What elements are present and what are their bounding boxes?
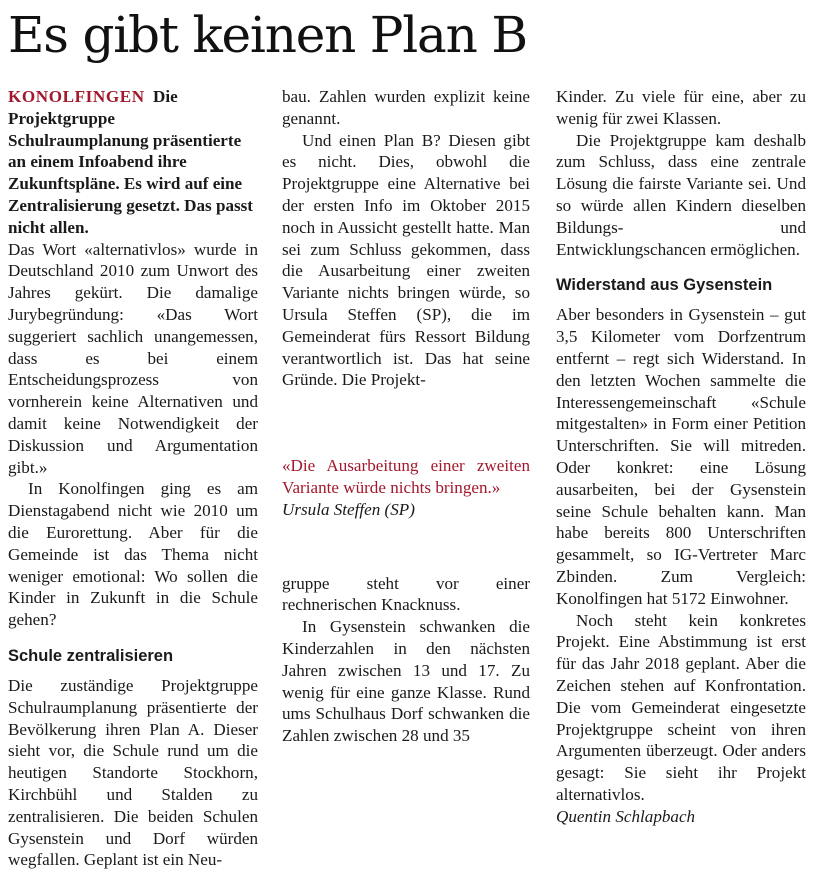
article-author: Quentin Schlapbach [556, 806, 696, 826]
col1-paragraph-2: In Konolfingen ging es am Dienstagabend nicht wie 2010 um die Eurorettung. Aber für die Gemeinde ist das Thema nicht weniger emotional: Wo sollen die Kinder in Zukunft in die Schule gehen? [8, 479, 258, 630]
article-headline: Es gibt keinen Plan B [8, 6, 527, 64]
col3-paragraph-1: Kinder. Zu viele für eine, aber zu wenig für zwei Klassen. [556, 87, 806, 128]
subhead-widerstand-aus-gysenstein: Widerstand aus Gysenstein [556, 276, 773, 295]
column-2 [282, 86, 530, 747]
col2-paragraph-2: Und einen Plan B? Diesen gibt es nicht. Dies, obwohl die Projektgruppe eine Alternative bei der ersten Info im Oktober 2015 noch in Aussicht gestellt hatte. Man sei zum Schluss gekommen, dass die Ausarbeitung einer zweiten Variante nichts bringen würde, so Ursula Steffen (SP), die im Gemeinderat fürs Ressort Bildung verantwortlich ist. Das hat seine Gründe. Die Projekt- [282, 130, 530, 390]
col1-paragraph-1: Das Wort «alternativlos» wurde in Deutschland 2010 zum Unwort des Jahres gekürt. Die damalige Jurybegründung: «Das Wort suggeriert sachlich unangemessen, dass es bei einem Entscheidungsprozess von vornherein keine Alternativen und damit keine Notwendigkeit der Diskussion und Argumentation gibt.» [8, 239, 258, 477]
pull-quote: «Die Ausarbeitung einer zweiten Variante würde nichts bringen.» [282, 456, 530, 497]
column-1 [8, 86, 258, 871]
col1-paragraph-3: Die zuständige Projektgruppe Schulraumplanung präsentierte der Bevölkerung ihren Plan A. Dieser sieht vor, die Schule rund um die heutigen Standorte Stockhorn, Kirchbühl und Stalden zu zentralisieren. Die beiden Schulen Gysenstein und Dorf würden wegfallen. Geplant ist ein Neu- [8, 675, 258, 870]
col2-paragraph-3: gruppe steht vor einer rechnerischen Knacknuss. [282, 573, 530, 615]
col3-paragraph-3: Aber besonders in Gysenstein – gut 3,5 Kilometer vom Dorfzentrum entfernt – regt sich Widerstand. In den letzten Wochen sammelte die Interessengemeinschaft «Schule mitgestalten» in Form einer Petition Unterschriften. Sie will mitreden. Oder konkret: eine Lösung ausarbeiten, bei der Gysenstein seine Schule behalten kann. Man habe bereits 800 Unterschriften gesammelt, so IG-Vertreter Marc Zbinden. Zum Vergleich: Konolfingen hat 5172 Einwohner. [556, 305, 806, 608]
lead-paragraph [8, 86, 258, 239]
col3-paragraph-4: Noch steht kein konkretes Projekt. Eine Abstimmung ist erst für das Jahr 2018 geplant. Aber die Zeichen stehen auf Konfrontation. Die vom Gemeinderat eingesetzte Projektgruppe scheint von ihren Argumenten überzeugt. Oder anders gesagt: Sie sieht ihr Projekt alternativlos. [556, 610, 806, 804]
col2-paragraph-1: bau. Zahlen wurden explizit keine genannt. [282, 87, 530, 128]
dateline-place: KONOLFINGEN [8, 87, 145, 106]
subhead-schule-zentralisieren: Schule zentralisieren [8, 646, 174, 665]
col3-paragraph-2: Die Projektgruppe kam deshalb zum Schluss, dass eine zentrale Lösung die fairste Variante sei. Und so würde allen Kindern dieselben Bildungs- und Entwicklungschancen ermöglichen. [556, 130, 806, 259]
column-3 [556, 86, 806, 828]
pull-quote-author: Ursula Steffen (SP) [282, 499, 415, 519]
lead-text: Die Projektgruppe Schulraumplanung präsentierte an einem Infoabend ihre Zukunftspläne. Es wird auf eine Zentralisierung gesetzt. Das passt nicht allen. [8, 87, 253, 237]
col2-paragraph-4: In Gysenstein schwanken die Kinderzahlen in den nächsten Jahren zwischen 13 und 17. Zu wenig für eine ganze Klasse. Rund ums Schulhaus Dorf schwanken die Zahlen zwischen 28 und 35 [282, 617, 530, 746]
